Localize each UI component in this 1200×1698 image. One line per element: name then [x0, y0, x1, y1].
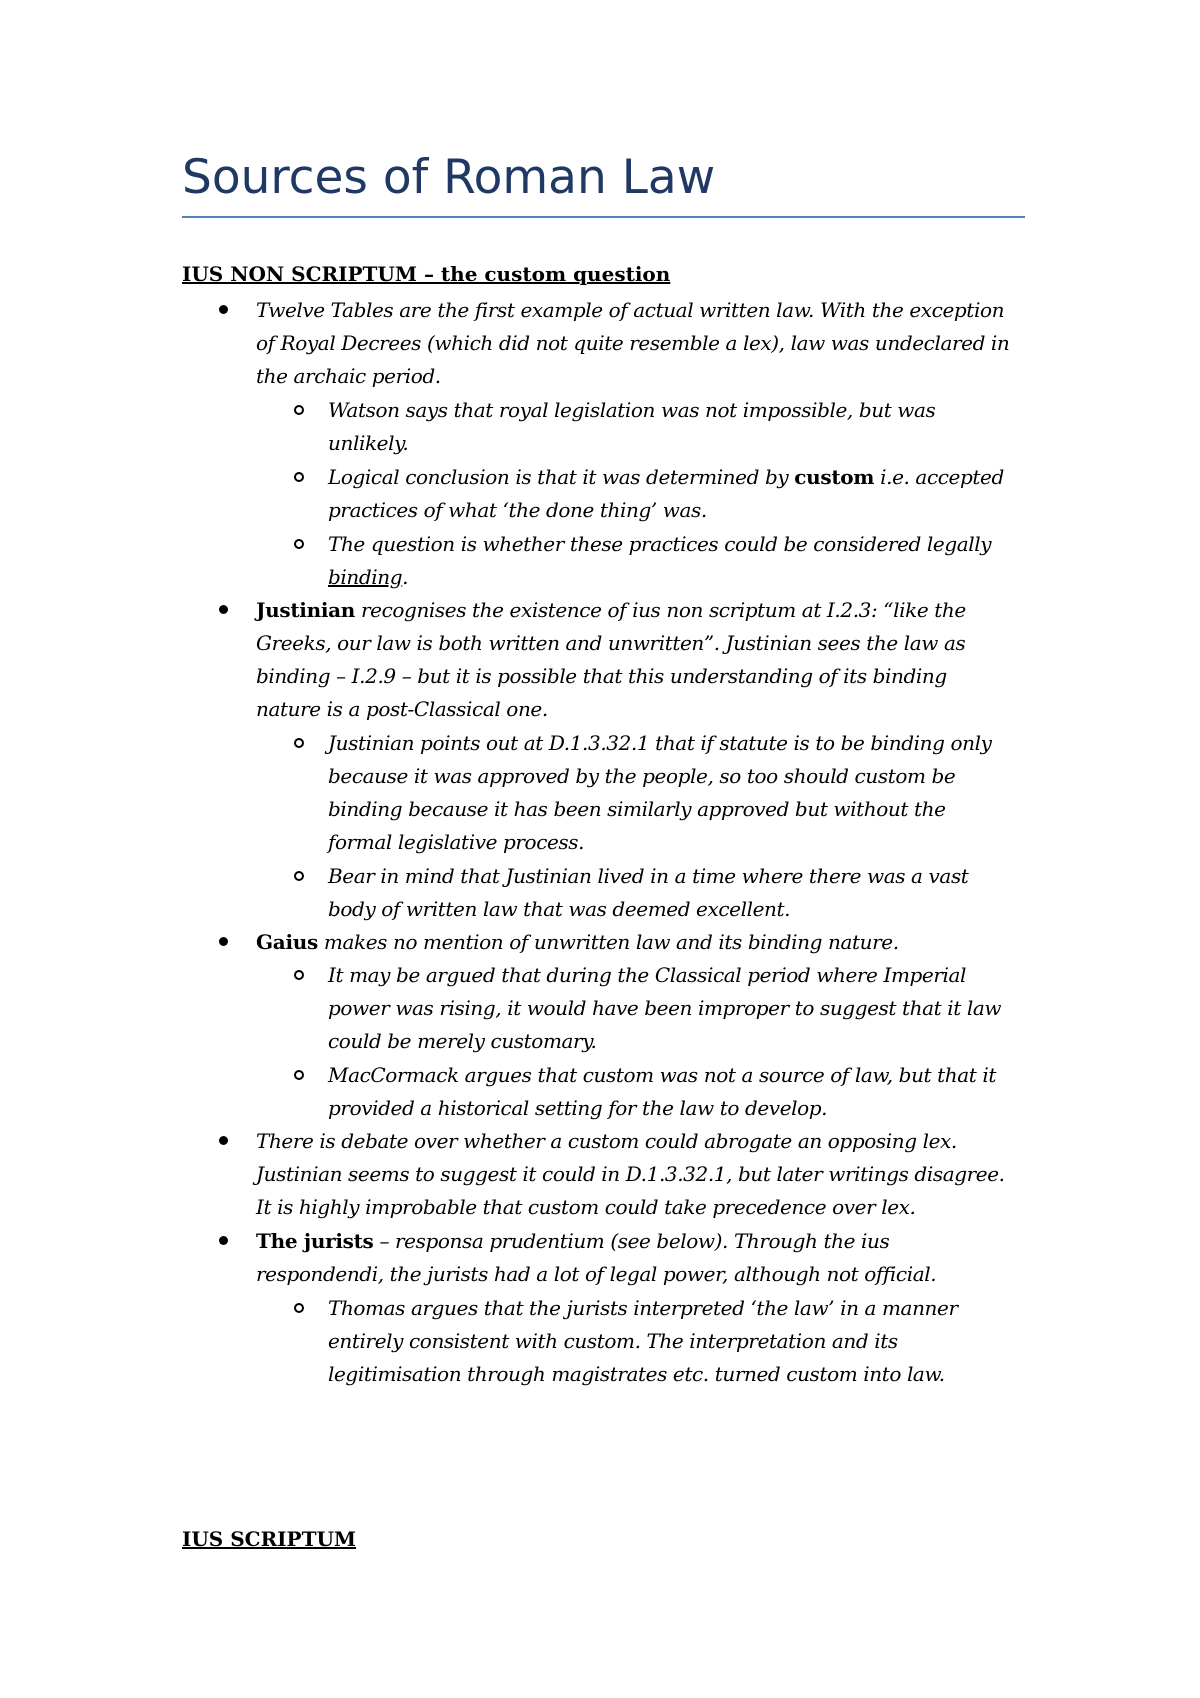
sub-bullet-icon	[294, 472, 304, 482]
text-line: Gaius makes no mention of unwritten law and its binding nature.	[256, 930, 899, 954]
text-line: Bear in mind that Justinian lived in a time where there was a vast	[328, 864, 969, 888]
text-line: could be merely customary.	[328, 1029, 597, 1053]
bullet-icon	[219, 1236, 228, 1245]
text-line: formal legislative process.	[328, 830, 585, 854]
bullet-icon	[219, 937, 228, 946]
bullet-icon	[219, 605, 228, 614]
text-line: Twelve Tables are the first example of actual written law. With the exception	[256, 298, 1005, 322]
bullet-icon	[219, 305, 228, 314]
text-line: The jurists – responsa prudentium (see below). Through the ius	[256, 1229, 890, 1253]
text-line: of Royal Decrees (which did not quite resemble a lex), law was undeclared in	[256, 331, 1010, 355]
text-line: Justinian recognises the existence of ius non scriptum at I.2.3: “like the	[256, 598, 966, 622]
emphasis-the-jurists: The jurists	[256, 1229, 374, 1253]
text-line: It is highly improbable that custom could take precedence over lex.	[256, 1195, 916, 1219]
text-line: body of written law that was deemed excellent.	[328, 897, 791, 921]
text-line: binding because it has been similarly approved but without the	[328, 797, 946, 821]
text-line: the archaic period.	[256, 364, 441, 388]
text-line: Greeks, our law is both written and unwritten”. Justinian sees the law as	[256, 631, 966, 655]
section-heading-ius-scriptum: IUS SCRIPTUM	[182, 1527, 357, 1551]
text-line: legitimisation through magistrates etc. turned custom into law.	[328, 1362, 945, 1386]
text-line: Logical conclusion is that it was determined by custom i.e. accepted	[328, 465, 1004, 489]
text-line: Justinian seems to suggest it could in D.1.3.32.1, but later writings disagree.	[256, 1162, 1005, 1186]
text-line: practices of what ‘the done thing’ was.	[328, 498, 707, 522]
text-line: respondendi, the jurists had a lot of legal power, although not official.	[256, 1262, 937, 1286]
section-heading-ius-non-scriptum: IUS NON SCRIPTUM – the custom question	[182, 262, 671, 286]
text-line: It may be argued that during the Classical period where Imperial	[328, 963, 967, 987]
text-line: Justinian points out at D.1.3.32.1 that if statute is to be binding only	[328, 731, 992, 755]
underlined-binding: binding	[328, 565, 403, 589]
sub-bullet-icon	[294, 1070, 304, 1080]
text-line: The question is whether these practices could be considered legally	[328, 532, 992, 556]
text-line: entirely consistent with custom. The interpretation and its	[328, 1329, 898, 1353]
bullet-icon	[219, 1136, 228, 1145]
text-line: power was rising, it would have been improper to suggest that it law	[328, 996, 1002, 1020]
text-line: binding.	[328, 565, 409, 589]
emphasis-custom: custom	[794, 465, 875, 489]
text-line: Watson says that royal legislation was not impossible, but was	[328, 398, 936, 422]
sub-bullet-icon	[294, 405, 304, 415]
sub-bullet-icon	[294, 1303, 304, 1313]
text-line: provided a historical setting for the law to develop.	[328, 1096, 828, 1120]
page-title: Sources of Roman Law	[182, 150, 716, 205]
emphasis-gaius: Gaius	[256, 930, 318, 954]
sub-bullet-icon	[294, 539, 304, 549]
text-line: Thomas argues that the jurists interpreted ‘the law’ in a manner	[328, 1296, 958, 1320]
emphasis-justinian: Justinian	[256, 598, 356, 622]
text-line: binding – I.2.9 – but it is possible that this understanding of its binding	[256, 664, 947, 688]
text-line: because it was approved by the people, so too should custom be	[328, 764, 956, 788]
text-line: nature is a post-Classical one.	[256, 697, 548, 721]
text-line: There is debate over whether a custom could abrogate an opposing lex.	[256, 1129, 957, 1153]
sub-bullet-icon	[294, 871, 304, 881]
title-underline-rule	[182, 216, 1025, 218]
text-line: unlikely.	[328, 431, 409, 455]
sub-bullet-icon	[294, 970, 304, 980]
sub-bullet-icon	[294, 738, 304, 748]
text-line: MacCormack argues that custom was not a source of law, but that it	[328, 1063, 997, 1087]
